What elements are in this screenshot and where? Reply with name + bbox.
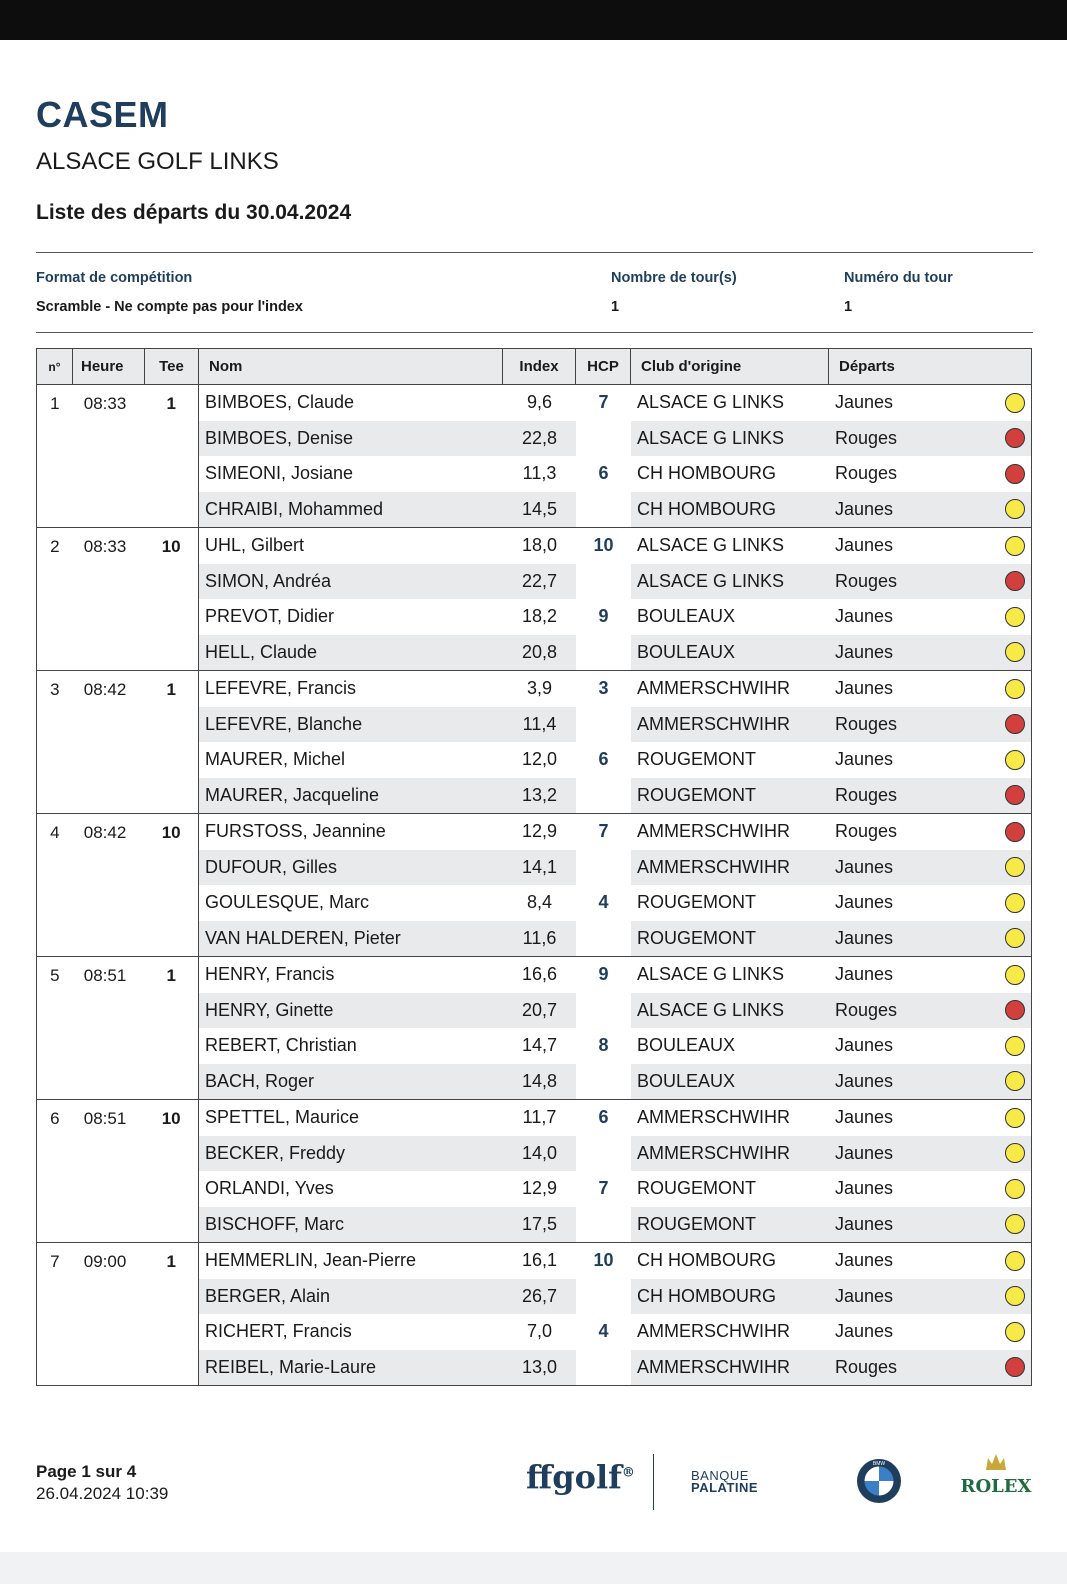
tee-color-dot-icon xyxy=(1005,1286,1025,1306)
player-row xyxy=(199,1279,1031,1315)
group-number: 2 xyxy=(50,537,60,556)
player-hcp: 6 xyxy=(598,463,609,484)
ffgolf-logo: ffgolf® xyxy=(526,1458,635,1496)
tee-color-dot-icon xyxy=(1005,1036,1025,1056)
player-index: 22,8 xyxy=(503,421,576,457)
group-info xyxy=(37,1243,199,1385)
club-name: ALSACE GOLF LINKS xyxy=(36,148,279,175)
group-info xyxy=(37,385,199,527)
player-tee-color: Jaunes xyxy=(829,492,1031,528)
col-header-departs: Départs xyxy=(839,358,895,375)
svg-text:BMW: BMW xyxy=(872,1461,886,1467)
player-row xyxy=(199,921,1031,957)
player-name: BECKER, Freddy xyxy=(199,1136,503,1172)
tee-color-dot-icon xyxy=(1005,1143,1025,1163)
tee-time-group xyxy=(37,385,1031,528)
player-hcp xyxy=(576,993,631,1029)
player-tee-color: Jaunes xyxy=(829,1064,1031,1100)
player-hcp: 4 xyxy=(598,892,609,913)
table-header xyxy=(37,349,1031,385)
player-hcp: 8 xyxy=(598,1035,609,1056)
tee-color-dot-icon xyxy=(1005,607,1025,627)
format-value: Scramble - Ne compte pas pour l'index xyxy=(36,299,303,315)
group-time: 08:51 xyxy=(83,1109,127,1128)
player-row xyxy=(199,528,1031,564)
player-tee-color: Jaunes xyxy=(829,957,1031,993)
player-row xyxy=(199,1100,1031,1136)
player-hcp xyxy=(576,564,631,600)
player-row xyxy=(199,1064,1031,1100)
tour-number-value: 1 xyxy=(844,299,853,315)
bottom-bar xyxy=(0,1552,1067,1584)
player-name: BACH, Roger xyxy=(199,1064,503,1100)
divider xyxy=(36,332,1033,333)
player-tee-color: Jaunes xyxy=(829,1136,1031,1172)
player-row xyxy=(199,850,1031,886)
player-hcp: 10 xyxy=(593,1250,614,1271)
group-tee: 10 xyxy=(161,823,181,842)
tours-label: Nombre de tour(s) xyxy=(611,270,737,286)
player-row xyxy=(199,1243,1031,1279)
player-name: REBERT, Christian xyxy=(205,1035,357,1056)
player-name: HEMMERLIN, Jean-Pierre xyxy=(205,1250,417,1271)
tee-color-dot-icon xyxy=(1005,393,1025,413)
print-date: 26.04.2024 10:39 xyxy=(36,1484,169,1503)
player-club: ALSACE G LINKS xyxy=(637,392,785,413)
player-index: 16,1 xyxy=(521,1250,558,1271)
tee-time-group xyxy=(37,957,1031,1100)
tee-time-group xyxy=(37,671,1031,814)
player-tee-color: Jaunes xyxy=(829,1314,1031,1350)
player-hcp xyxy=(576,1064,631,1100)
group-number: 7 xyxy=(50,1252,60,1271)
player-index: 11,4 xyxy=(503,707,576,743)
player-club: CH HOMBOURG xyxy=(637,1250,776,1271)
player-hcp: 6 xyxy=(598,1107,609,1128)
group-tee: 1 xyxy=(166,966,176,985)
player-row xyxy=(199,421,1031,457)
group-number: 1 xyxy=(50,394,60,413)
player-hcp xyxy=(576,850,631,886)
player-index: 3,9 xyxy=(526,678,553,699)
group-info xyxy=(37,671,199,813)
player-club: ROUGEMONT xyxy=(631,778,829,814)
player-row xyxy=(199,385,1031,421)
group-time: 08:51 xyxy=(83,966,127,985)
player-name: SIMON, Andréa xyxy=(199,564,503,600)
player-name: HENRY, Francis xyxy=(205,964,335,985)
player-row xyxy=(199,1136,1031,1172)
player-row xyxy=(199,564,1031,600)
player-club: ALSACE G LINKS xyxy=(631,564,829,600)
player-name: MAURER, Jacqueline xyxy=(199,778,503,814)
tee-color-dot-icon xyxy=(1005,1357,1025,1377)
player-name: DUFOUR, Gilles xyxy=(199,850,503,886)
player-index: 8,4 xyxy=(526,892,553,913)
tee-color-dot-icon xyxy=(1005,822,1025,842)
player-index: 13,0 xyxy=(503,1350,576,1386)
player-tee-color: Rouges xyxy=(829,707,1031,743)
player-index: 11,3 xyxy=(522,463,557,484)
player-club: ROUGEMONT xyxy=(631,1207,829,1243)
player-row xyxy=(199,1207,1031,1243)
player-hcp: 7 xyxy=(598,392,609,413)
player-index: 13,2 xyxy=(503,778,576,814)
tour-number-label: Numéro du tour xyxy=(844,270,953,286)
tee-color-dot-icon xyxy=(1005,464,1025,484)
player-tee-color: Rouges xyxy=(829,421,1031,457)
player-tee-color: Jaunes xyxy=(829,635,1031,671)
rolex-logo: ROLEX xyxy=(960,1452,1032,1497)
player-club: BOULEAUX xyxy=(631,635,829,671)
group-number: 5 xyxy=(50,966,60,985)
logo-separator xyxy=(653,1454,654,1510)
player-index: 26,7 xyxy=(503,1279,576,1315)
tee-color-dot-icon xyxy=(1005,1000,1025,1020)
tee-color-dot-icon xyxy=(1005,1322,1025,1342)
player-name: REIBEL, Marie-Laure xyxy=(199,1350,503,1386)
tee-time-group xyxy=(37,1243,1031,1385)
top-status-bar xyxy=(0,0,1067,40)
player-index: 7,0 xyxy=(526,1321,553,1342)
col-header-n: n° xyxy=(37,349,73,384)
player-hcp xyxy=(576,1279,631,1315)
player-row xyxy=(199,671,1031,707)
player-row xyxy=(199,1171,1031,1207)
player-row xyxy=(199,707,1031,743)
group-tee: 1 xyxy=(166,680,176,699)
player-club: AMMERSCHWIHR xyxy=(631,707,829,743)
player-club: CH HOMBOURG xyxy=(631,1279,829,1315)
player-index: 12,9 xyxy=(521,821,558,842)
player-club: BOULEAUX xyxy=(631,1064,829,1100)
player-tee-color: Jaunes xyxy=(829,599,1031,635)
player-index: 20,7 xyxy=(503,993,576,1029)
player-hcp: 10 xyxy=(593,535,614,556)
player-index: 11,6 xyxy=(503,921,576,957)
tee-color-dot-icon xyxy=(1005,571,1025,591)
tee-color-dot-icon xyxy=(1005,536,1025,556)
player-tee-color: Jaunes xyxy=(829,921,1031,957)
player-tee-color: Jaunes xyxy=(829,385,1031,421)
player-name: LEFEVRE, Francis xyxy=(205,678,357,699)
player-tee-color: Rouges xyxy=(829,778,1031,814)
group-number: 3 xyxy=(50,680,60,699)
player-tee-color: Rouges xyxy=(829,564,1031,600)
player-row xyxy=(199,814,1031,850)
tee-color-dot-icon xyxy=(1005,642,1025,662)
col-header-nom: Nom xyxy=(199,349,503,384)
player-name: SIMEONI, Josiane xyxy=(205,463,354,484)
player-name: GOULESQUE, Marc xyxy=(205,892,370,913)
player-name: ORLANDI, Yves xyxy=(205,1178,334,1199)
tee-time-group xyxy=(37,528,1031,671)
tee-color-dot-icon xyxy=(1005,893,1025,913)
player-hcp: 9 xyxy=(598,606,609,627)
player-hcp xyxy=(576,1207,631,1243)
player-club: BOULEAUX xyxy=(637,1035,736,1056)
player-tee-color: Jaunes xyxy=(829,1171,1031,1207)
player-hcp xyxy=(576,1136,631,1172)
player-row xyxy=(199,1314,1031,1350)
player-name: LEFEVRE, Blanche xyxy=(199,707,503,743)
player-name: FURSTOSS, Jeannine xyxy=(205,821,386,842)
player-index: 22,7 xyxy=(503,564,576,600)
player-name: MAURER, Michel xyxy=(205,749,346,770)
player-name: CHRAIBI, Mohammed xyxy=(199,492,503,528)
player-index: 17,5 xyxy=(503,1207,576,1243)
player-club: BOULEAUX xyxy=(637,606,736,627)
group-tee: 10 xyxy=(161,1109,181,1128)
player-club: ALSACE G LINKS xyxy=(631,993,829,1029)
player-name: VAN HALDEREN, Pieter xyxy=(199,921,503,957)
player-name: PREVOT, Didier xyxy=(205,606,335,627)
tee-color-dot-icon xyxy=(1005,785,1025,805)
player-name: BISCHOFF, Marc xyxy=(199,1207,503,1243)
player-tee-color: Jaunes xyxy=(829,1028,1031,1064)
group-info xyxy=(37,528,199,670)
player-club: ROUGEMONT xyxy=(637,749,756,770)
player-row xyxy=(199,1028,1031,1064)
divider xyxy=(36,252,1033,253)
group-info xyxy=(37,1100,199,1242)
player-tee-color: Rouges xyxy=(829,1350,1031,1386)
player-club: AMMERSCHWIHR xyxy=(631,1350,829,1386)
player-row xyxy=(199,456,1031,492)
group-time: 08:33 xyxy=(83,537,127,556)
player-club: CH HOMBOURG xyxy=(631,492,829,528)
player-hcp: 4 xyxy=(598,1321,609,1342)
player-hcp: 7 xyxy=(598,1178,609,1199)
player-tee-color: Jaunes xyxy=(829,885,1031,921)
player-hcp xyxy=(576,492,631,528)
player-club: ALSACE G LINKS xyxy=(637,964,785,985)
tee-color-dot-icon xyxy=(1005,1179,1025,1199)
player-hcp xyxy=(576,1350,631,1386)
col-header-hcp: HCP xyxy=(576,349,631,384)
group-time: 08:42 xyxy=(83,823,127,842)
player-club: AMMERSCHWIHR xyxy=(637,1107,790,1128)
col-header-heure: Heure xyxy=(73,349,145,384)
col-header-index: Index xyxy=(503,349,576,384)
player-name: HENRY, Ginette xyxy=(199,993,503,1029)
tee-color-dot-icon xyxy=(1005,857,1025,877)
group-tee: 1 xyxy=(166,1252,176,1271)
banque-palatine-logo: BANQUE PALATINE xyxy=(691,1468,759,1495)
player-index: 16,6 xyxy=(521,964,558,985)
player-hcp xyxy=(576,635,631,671)
player-row xyxy=(199,885,1031,921)
player-hcp: 9 xyxy=(598,964,609,985)
player-hcp: 3 xyxy=(598,678,609,699)
player-row xyxy=(199,635,1031,671)
player-name: SPETTEL, Maurice xyxy=(205,1107,360,1128)
player-row xyxy=(199,742,1031,778)
player-hcp xyxy=(576,421,631,457)
bmw-logo xyxy=(856,1458,902,1504)
tee-color-dot-icon xyxy=(1005,1108,1025,1128)
player-name: BIMBOES, Denise xyxy=(199,421,503,457)
tee-color-dot-icon xyxy=(1005,1214,1025,1234)
player-club: AMMERSCHWIHR xyxy=(631,1136,829,1172)
player-club: ALSACE G LINKS xyxy=(637,535,785,556)
player-tee-color: Jaunes xyxy=(829,1243,1031,1279)
group-tee: 1 xyxy=(166,394,176,413)
table-body xyxy=(37,385,1031,1385)
player-index: 12,0 xyxy=(521,749,558,770)
player-club: AMMERSCHWIHR xyxy=(631,850,829,886)
group-time: 09:00 xyxy=(83,1252,127,1271)
player-club: ROUGEMONT xyxy=(637,1178,756,1199)
player-name: HELL, Claude xyxy=(199,635,503,671)
competition-title: CASEM xyxy=(36,94,169,135)
player-hcp: 7 xyxy=(598,821,609,842)
player-club: AMMERSCHWIHR xyxy=(637,1321,790,1342)
player-index: 14,7 xyxy=(521,1035,558,1056)
player-row xyxy=(199,957,1031,993)
player-row xyxy=(199,778,1031,814)
player-index: 14,1 xyxy=(503,850,576,886)
player-tee-color: Jaunes xyxy=(829,671,1031,707)
tours-value: 1 xyxy=(611,299,620,315)
tee-color-dot-icon xyxy=(1005,750,1025,770)
player-index: 20,8 xyxy=(503,635,576,671)
group-info xyxy=(37,814,199,956)
tee-color-dot-icon xyxy=(1005,714,1025,734)
player-index: 18,2 xyxy=(521,606,558,627)
tee-time-group xyxy=(37,814,1031,957)
player-index: 11,7 xyxy=(522,1107,557,1128)
player-name: UHL, Gilbert xyxy=(205,535,305,556)
player-tee-color: Rouges xyxy=(829,814,1031,850)
player-hcp: 6 xyxy=(598,749,609,770)
group-tee: 10 xyxy=(161,537,181,556)
player-hcp xyxy=(576,707,631,743)
player-index: 14,5 xyxy=(503,492,576,528)
player-hcp xyxy=(576,921,631,957)
col-header-tee: Tee xyxy=(145,349,199,384)
page-number: Page 1 sur 4 xyxy=(36,1462,137,1481)
tee-color-dot-icon xyxy=(1005,1071,1025,1091)
player-tee-color: Rouges xyxy=(829,993,1031,1029)
col-header-club: Club d'origine xyxy=(631,349,829,384)
tee-color-dot-icon xyxy=(1005,499,1025,519)
player-row xyxy=(199,492,1031,528)
player-row xyxy=(199,599,1031,635)
group-number: 6 xyxy=(50,1109,60,1128)
player-club: AMMERSCHWIHR xyxy=(637,678,790,699)
player-name: BERGER, Alain xyxy=(199,1279,503,1315)
player-hcp xyxy=(576,778,631,814)
player-index: 9,6 xyxy=(526,392,553,413)
player-row xyxy=(199,1350,1031,1386)
group-time: 08:33 xyxy=(83,394,127,413)
tee-color-dot-icon xyxy=(1005,965,1025,985)
player-tee-color: Jaunes xyxy=(829,742,1031,778)
player-tee-color: Rouges xyxy=(829,456,1031,492)
player-index: 14,0 xyxy=(503,1136,576,1172)
player-tee-color: Jaunes xyxy=(829,1207,1031,1243)
player-club: AMMERSCHWIHR xyxy=(637,821,790,842)
player-tee-color: Jaunes xyxy=(829,1279,1031,1315)
player-club: ROUGEMONT xyxy=(637,892,756,913)
group-number: 4 xyxy=(50,823,60,842)
group-info xyxy=(37,957,199,1099)
tee-color-dot-icon xyxy=(1005,928,1025,948)
player-tee-color: Jaunes xyxy=(829,528,1031,564)
player-club: ROUGEMONT xyxy=(631,921,829,957)
player-name: BIMBOES, Claude xyxy=(205,392,355,413)
group-time: 08:42 xyxy=(83,680,127,699)
player-tee-color: Jaunes xyxy=(829,850,1031,886)
player-club: CH HOMBOURG xyxy=(637,463,776,484)
list-title: Liste des départs du 30.04.2024 xyxy=(36,201,352,224)
player-index: 18,0 xyxy=(521,535,558,556)
player-club: ALSACE G LINKS xyxy=(631,421,829,457)
tee-color-dot-icon xyxy=(1005,1251,1025,1271)
tee-color-dot-icon xyxy=(1005,679,1025,699)
player-name: RICHERT, Francis xyxy=(205,1321,352,1342)
start-list-table xyxy=(36,348,1032,1386)
format-label: Format de compétition xyxy=(36,270,193,286)
player-index: 14,8 xyxy=(503,1064,576,1100)
player-row xyxy=(199,993,1031,1029)
tee-color-dot-icon xyxy=(1005,428,1025,448)
tee-time-group xyxy=(37,1100,1031,1243)
player-tee-color: Jaunes xyxy=(829,1100,1031,1136)
player-index: 12,9 xyxy=(521,1178,558,1199)
